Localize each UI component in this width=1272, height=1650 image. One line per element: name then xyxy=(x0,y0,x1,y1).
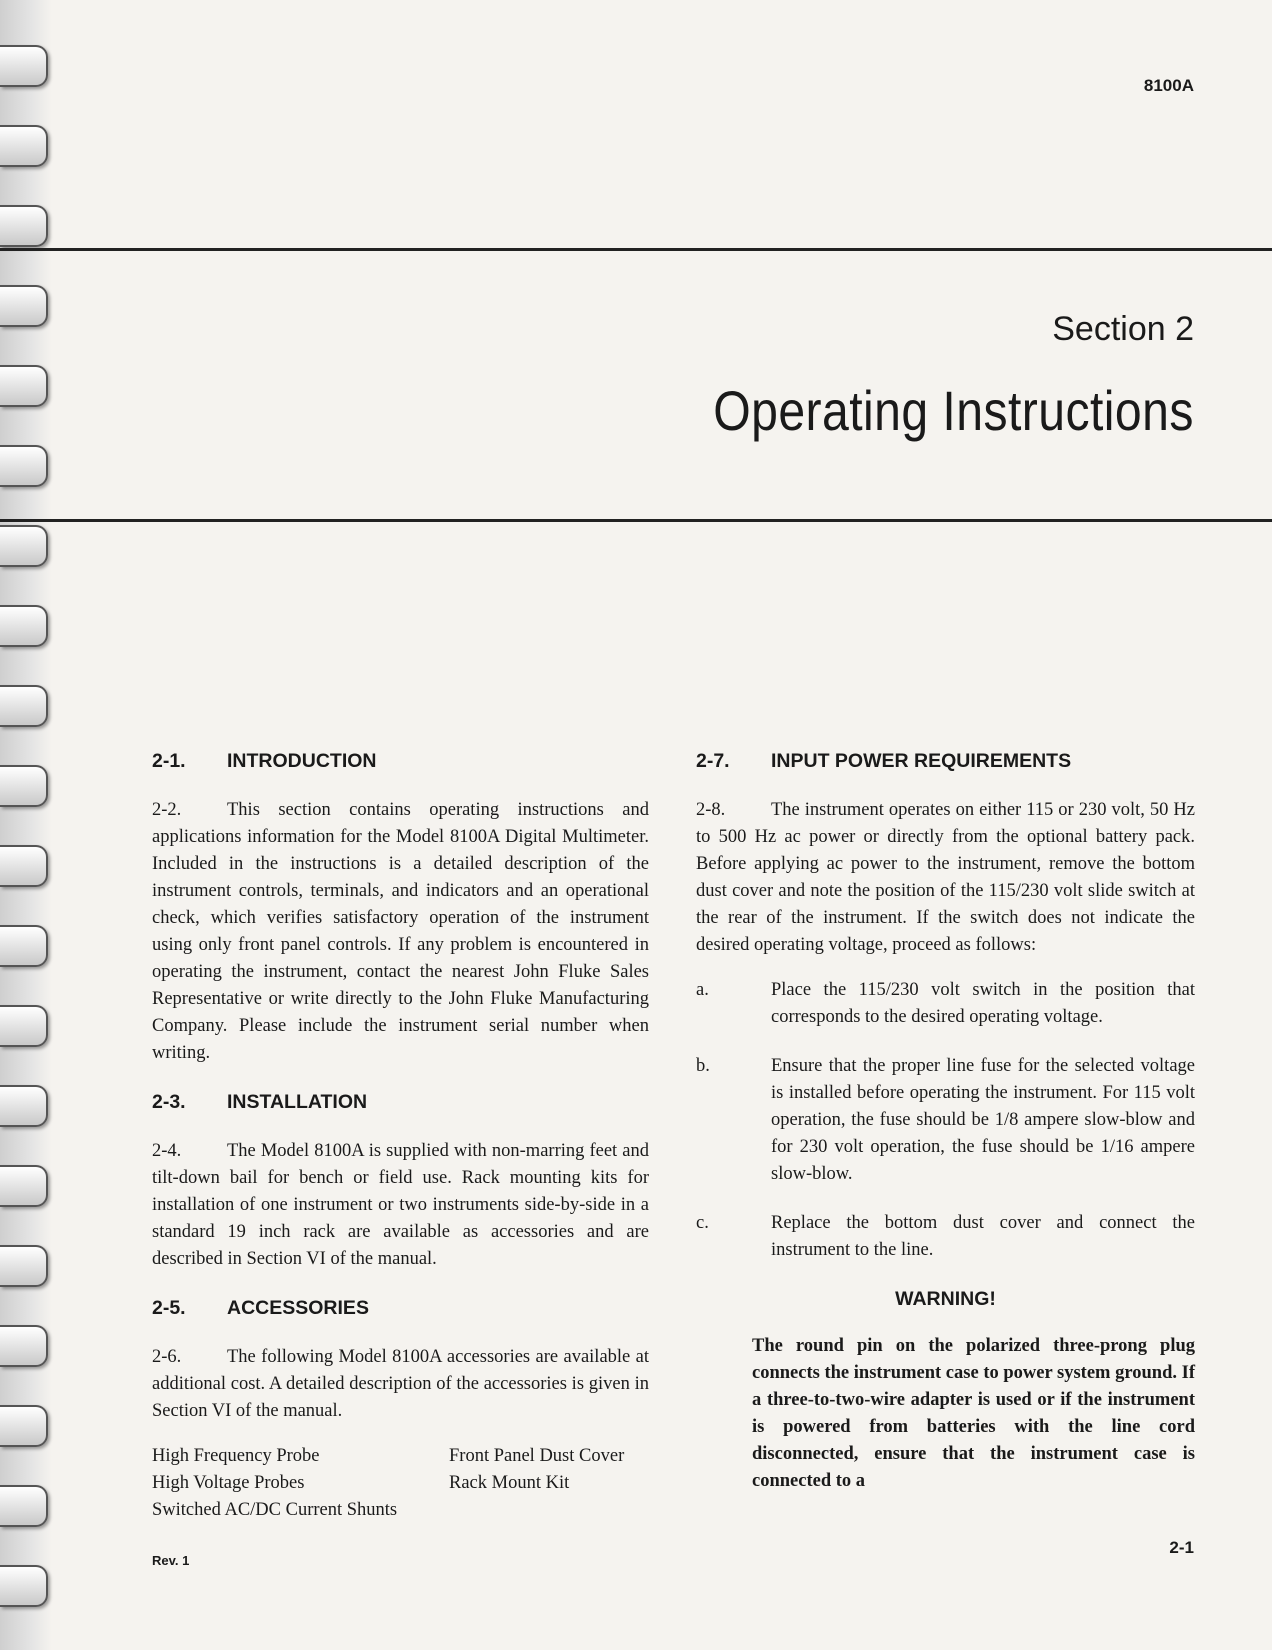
binding-ring xyxy=(0,1565,48,1607)
header-rule-top xyxy=(0,248,1272,251)
accessory-item: Switched AC/DC Current Shunts xyxy=(152,1500,398,1520)
binding-ring xyxy=(0,1165,48,1207)
procedure-steps xyxy=(696,977,1195,1264)
paragraph-2-8: 2-8. The instrument operates on either 115 or 230 volt, 50 Hz to 500 Hz ac power or directly from the optional battery pack. Before applying ac power to the instrument, remove the bottom dust cover and note the position of the 115/230 volt slide switch at the rear of the instrument. If the switch does not indicate the desired operating voltage, proceed as follows: xyxy=(696,800,1195,955)
page-number: 2-1 xyxy=(1169,1538,1194,1557)
binding-ring xyxy=(0,845,48,887)
binding-ring xyxy=(0,1325,48,1367)
binding-ring xyxy=(0,205,48,247)
binding-ring xyxy=(0,685,48,727)
paragraph-2-2: 2-2. This section contains operating instructions and applications information for the Model 8100A Digital Multimeter. Included in the instructions is a detailed description of the instrument controls, terminals, and indicators and an operational check, which verifies satisfactory operation of the instrument using only front panel controls. If any problem is encountered in operating the instrument, contact the nearest John Fluke Sales Representative or write directly to the John Fluke Manufacturing Company. Please include the instrument serial number when writing. xyxy=(152,800,649,1063)
binding-ring xyxy=(0,125,48,167)
accessory-item: Rack Mount Kit xyxy=(449,1473,570,1493)
heading-input-power: 2-7. INPUT POWER REQUIREMENTS xyxy=(696,750,1072,772)
warning-text: The round pin on the polarized three-prong plug connects the instrument case to power system ground. If a three-to-two-wire adapter is used or if the instrument is powered from batteries with the line cord disconnected, ensure that the instrument case is connected to a xyxy=(752,1336,1195,1491)
warning-title: WARNING! xyxy=(895,1288,996,1310)
heading-introduction: 2-1. INTRODUCTION xyxy=(152,750,377,772)
right-column xyxy=(696,748,1195,1495)
section-title: Operating Instructions xyxy=(713,379,1194,442)
step-c: c. Replace the bottom dust cover and connect the instrument to the line. xyxy=(696,1213,1195,1260)
accessories-list xyxy=(152,1443,649,1524)
header-rule-bottom xyxy=(0,519,1272,522)
binding-ring xyxy=(0,365,48,407)
left-column xyxy=(152,748,649,1524)
binding-ring xyxy=(0,765,48,807)
binding-ring xyxy=(0,1405,48,1447)
binding-ring xyxy=(0,925,48,967)
accessory-item: Front Panel Dust Cover xyxy=(449,1446,625,1466)
binding-ring xyxy=(0,45,48,87)
step-b: b. Ensure that the proper line fuse for the selected voltage is installed before operating the instrument. For 115 volt operation, the fuse should be 1/8 ampere slow-blow and for 230 volt operation, the fuse should be 1/16 ampere slow-blow. xyxy=(696,1056,1195,1184)
paragraph-2-4: 2-4. The Model 8100A is supplied with non-marring feet and tilt-down bail for bench or field use. Rack mounting kits for installation of one instrument or two instruments side-by-side in a standard 19 inch rack are available as accessories and are described in Section VI of the manual. xyxy=(152,1141,649,1269)
paragraph-2-6: 2-6. The following Model 8100A accessories are available at additional cost. A detailed description of the accessories is given in Section VI of the manual. xyxy=(152,1347,649,1421)
binding-ring xyxy=(0,1085,48,1127)
binding-ring xyxy=(0,1005,48,1047)
page-code: 8100A xyxy=(1143,76,1194,95)
accessory-item: High Frequency Probe xyxy=(152,1446,320,1466)
accessory-item: High Voltage Probes xyxy=(152,1473,305,1493)
binding-ring xyxy=(0,1485,48,1527)
accessory-item xyxy=(449,1497,649,1524)
binding-ring xyxy=(0,445,48,487)
binding-ring xyxy=(0,525,48,567)
heading-installation: 2-3. INSTALLATION xyxy=(152,1091,368,1113)
revision-label: Rev. 1 xyxy=(152,1553,190,1568)
step-a: a. Place the 115/230 volt switch in the position that corresponds to the desired operating voltage. xyxy=(696,980,1195,1027)
heading-accessories: 2-5. ACCESSORIES xyxy=(152,1297,369,1319)
binding-ring xyxy=(0,1245,48,1287)
section-label: Section 2 xyxy=(1052,310,1194,348)
binding-ring xyxy=(0,605,48,647)
binding-ring xyxy=(0,285,48,327)
